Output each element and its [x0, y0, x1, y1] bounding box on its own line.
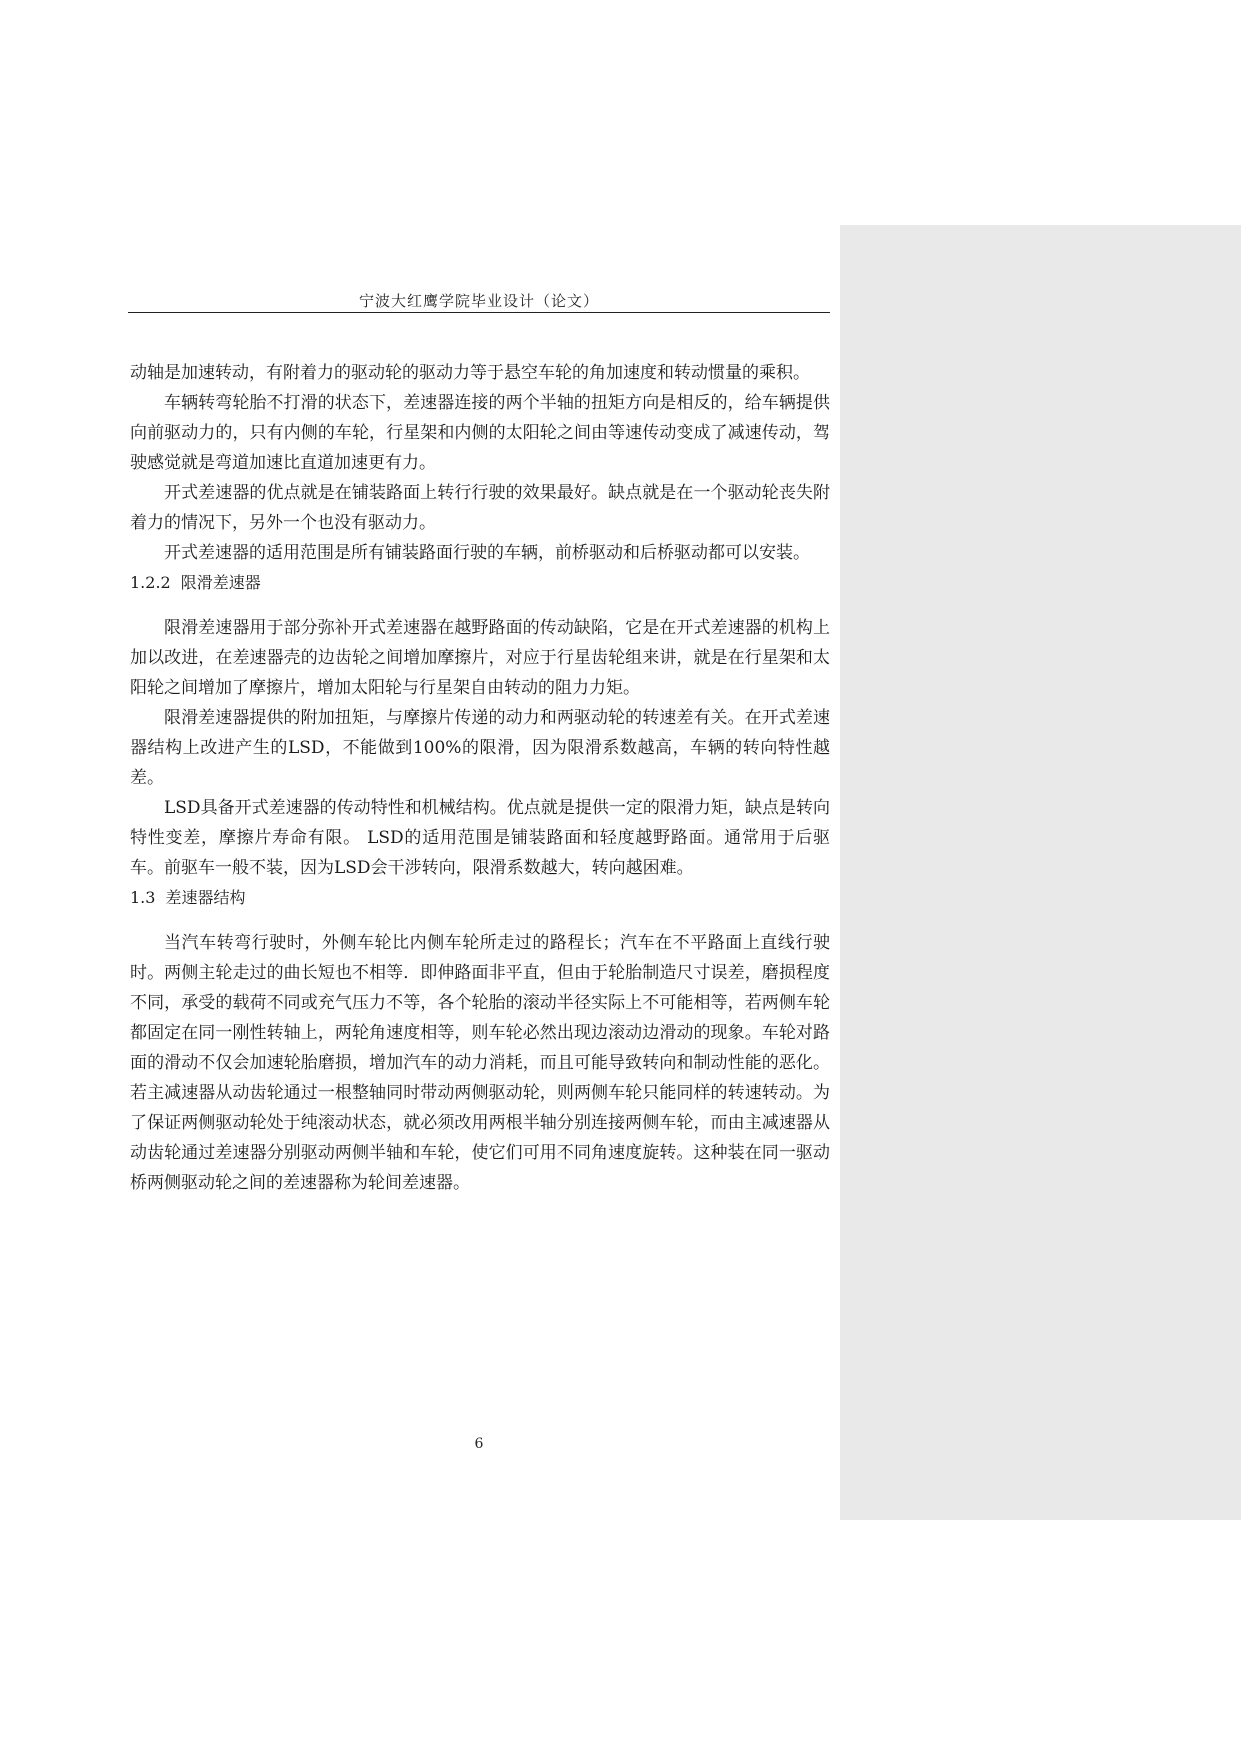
paragraph: LSD具备开式差速器的传动特性和机械结构。优点就是提供一定的限滑力矩，缺点是转向特性变差，摩擦片寿命有限。 LSD的适用范围是铺装路面和轻度越野路面。通常用于后驱车。前驱车一般不装，因为LSD会干涉转向，限滑系数越大，转向越困难。: [130, 798, 830, 878]
paragraph: 开式差速器的适用范围是所有铺装路面行驶的车辆，前桥驱动和后桥驱动都可以安装。: [164, 543, 810, 563]
paragraph: 车辆转弯轮胎不打滑的状态下，差速器连接的两个半轴的扭矩方向是相反的，给车辆提供向前驱动力的，只有内侧的车轮，行星架和内侧的太阳轮之间由等速传动变成了减速传动，驾驶感觉就是弯道加速比直道加速更有力。: [130, 393, 830, 473]
page-header: 宁波大红鹰学院毕业设计（论文）: [358, 292, 599, 310]
paragraph: 限滑差速器提供的附加扭矩，与摩擦片传递的动力和两驱动轮的转速差有关。在开式差速器结构上改进产生的LSD，不能做到100%的限滑，因为限滑系数越高，车辆的转向特性越差。: [130, 708, 830, 788]
section-title: 限滑差速器: [180, 573, 261, 592]
section-heading: [130, 568, 830, 598]
paragraph: 当汽车转弯行驶时，外侧车轮比内侧车轮所走过的路程长；汽车在不平路面上直线行驶时。两侧主轮走过的曲长短也不相等．即伸路面非平直，但由于轮胎制造尺寸误差，磨损程度不同，承受的载荷不同或充气压力不等，各个轮胎的滚动半径实际上不可能相等，若两侧车轮都固定在同一刚性转轴上，两轮角速度相等，则车轮必然出现边滚动边滑动的现象。车轮对路面的滑动不仅会加速轮胎磨损，增加汽车的动力消耗，而且可能导致转向和制动性能的恶化。若主减速器从动齿轮通过一根整轴同时带动两侧驱动轮，则两侧车轮只能同样的转速转动。为了保证两侧驱动轮处于纯滚动状态，就必须改用两根半轴分别连接两侧车轮，而由主减速器从动齿轮通过差速器分别驱动两侧半轴和车轮，使它们可用不同角速度旋转。这种装在同一驱动桥两侧驱动轮之间的差速器称为轮间差速器。: [130, 933, 830, 1193]
section-number: 1.3: [130, 888, 156, 907]
comment-pane: [840, 225, 1241, 1520]
paragraph: 动轴是加速转动，有附着力的驱动轮的驱动力等于悬空车轮的角加速度和转动惯量的乘积。: [130, 363, 810, 383]
page-number: 6: [474, 1436, 484, 1452]
header-divider: [128, 312, 830, 313]
section-title: 差速器结构: [165, 888, 246, 907]
paragraph: 限滑差速器用于部分弥补开式差速器在越野路面的传动缺陷，它是在开式差速器的机构上加以改进，在差速器壳的边齿轮之间增加摩擦片，对应于行星齿轮组来讲，就是在行星架和太阳轮之间增加了摩擦片，增加太阳轮与行星架自由转动的阻力力矩。: [130, 618, 830, 698]
section-number: 1.2.2: [130, 573, 171, 592]
document-body: [130, 358, 830, 1198]
paragraph: 开式差速器的优点就是在铺装路面上转行行驶的效果最好。缺点就是在一个驱动轮丧失附着力的情况下，另外一个也没有驱动力。: [130, 483, 830, 533]
section-heading: [130, 883, 830, 913]
